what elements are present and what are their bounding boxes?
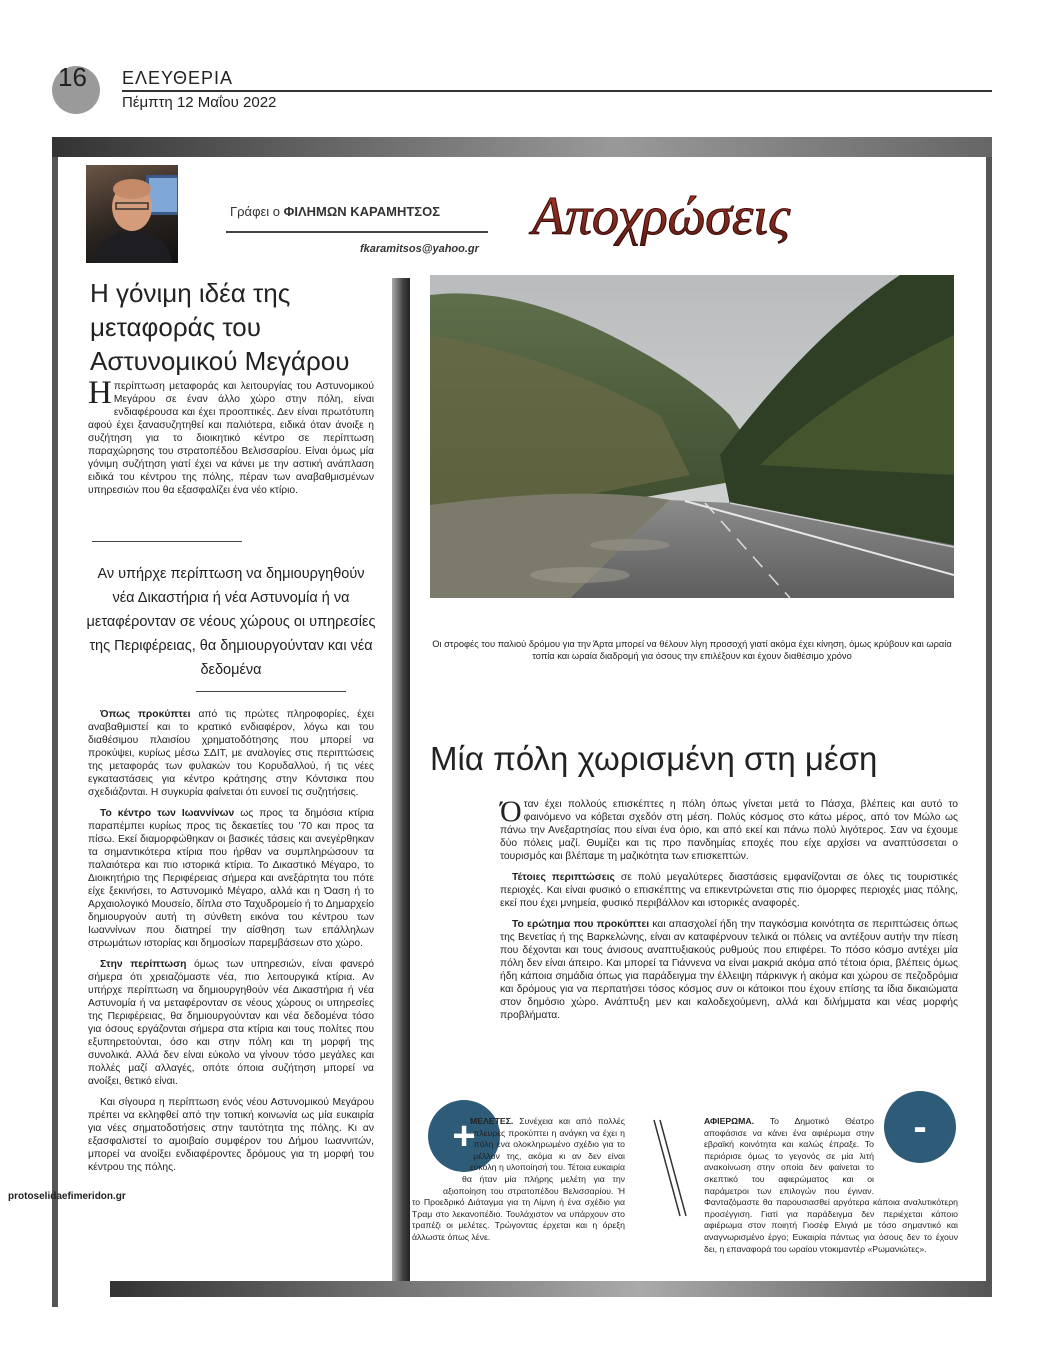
paragraph-text: σε πολύ μεγαλύτερες διαστάσεις εμφανίζονται σε όλες τις τουριστικές περιοχές. Και είναι φυσικό ο επισκέπτης να επικεντρώνεται στις πιο όμορφες περιοχές μιας πόλης, εκεί που έχει μνημεία, φυσικό περιβάλλον και ιστορικές αναφορές. <box>500 872 958 909</box>
article1-title <box>90 276 390 378</box>
paragraph-text: και απασχολεί ήδη την παγκόσμια κοινότητα σε περιπτώσεις όπως της Βενετίας ή της Βαρκελώνης, είναι αν καταφέρνουν τελικά οι πόλεις να αντέξουν αυτήν την πίεση που δέχονται και τους άνισους αναπτυξιακούς ρυθμούς που επιφέρει. Το πόσο κόσμο αντέχει μία πόλη δεν είναι άπειρο. Και μπορεί τα Γιάννενα να είναι μακριά ακόμα από τέτοια όρια, βλέπεις όμως ήδη κάποια σημάδια όπως για παράδειγμα την έλλειψη πάρκινγκ ή ακόμα και χώρου σε πεζοδρόμια και δρόμους για να περπατήσει τόσος κόσμος συν οι κάτοικοι που έχουν επίσης τα ίδια δικαιώματα στον δημόσιο χώρο. Ανάπτυξη μεν και καλοδεχούμενη, αλλά και διλήμματα και νέας μορφής προβλήματα. <box>500 919 958 1021</box>
minus-symbol: - <box>913 1104 927 1149</box>
article2-body <box>500 795 958 1030</box>
article1-title-line: μεταφοράς του <box>90 312 261 342</box>
watermark: protoselidaefimeridon.gr <box>8 1191 126 1202</box>
paragraph-lead: Στην περίπτωση <box>100 959 187 970</box>
article2-lead <box>500 795 958 863</box>
issue-date: Πέμπτη 12 Μαΐου 2022 <box>122 94 277 111</box>
author-photo <box>86 165 178 263</box>
logo-text: Αποχρώσεις <box>532 186 791 246</box>
header-rule <box>122 90 992 92</box>
frame-top-bar <box>52 137 992 157</box>
article2-title: Μία πόλη χωρισμένη στη μέση <box>430 740 878 777</box>
paragraph-text: από τις πρώτες πληροφορίες, έχει αναβαθμιστεί και το κρατικό ενδιαφέρον, λόγω και του διαθέσιμου πλαισίου χρηματοδότησης που μπορεί να προκύψει, κυρίως μέσω ΣΔΙΤ, με αναλογίες στις περιπτώσεις της μεταφοράς των φυλακών του Κορυδαλλού, ή τις νέες εγκαταστάσεις για κέντρο κράτησης στην Κόντσικα που σχεδιάζονται. Η συγκυρία φαίνεται ότι ευνοεί τις συζητήσεις. <box>88 709 374 798</box>
page-number: 16 <box>58 62 87 92</box>
frame-bottom-bar <box>110 1281 992 1297</box>
minus-box-label: ΑΦΙΕΡΩΜΑ. <box>704 1116 755 1126</box>
paragraph-lead: Όπως προκύπτει <box>100 709 191 720</box>
paragraph-text: ταν έχει πολλούς επισκέπτες η πόλη όπως γίνεται μετά το Πάσχα, βλέπεις και αυτό το φαινόμενο να κόβεται σχεδόν στη μέση. Πολύς κόσμος στο κάτω μέρος, από τον Μώλο ως πάνω την Ανεξαρτησίας που είναι ένα όριο, και από εκεί και πάνω πολύ λιγότερος. Σαν να έχουμε δύο πόλεις μαζί. Θυμίζει και τις προ πανδημίας εποχές που είχε αρχίσει να αναπτύσσεται ο τουρισμός και βλέπαμε τη μαζικότητα των επισκεπτών. <box>500 799 958 862</box>
byline-rule <box>226 231 488 233</box>
article2-paragraph <box>500 871 958 910</box>
box-divider-slash <box>650 1118 690 1218</box>
frame-right-bar <box>986 157 992 1287</box>
article1-lead-text: περίπτωση μεταφοράς και λειτουργίας του Αστυνομικού Μεγάρου σε έναν άλλο χώρο στην πόλη, είναι ενδιαφέρουσα και έχει προοπτικές. Δεν είναι πρωτότυπη αφού έχει ξανασυζητηθεί και παλιότερα, ειδικά όταν άνοιξε η συζήτηση για το διοικητικό κέντρο σε περίπτωση παραχώρησης του στρατοπέδου Βελισσαρίου. Είναι όμως μία γόνιμη συζήτηση γιατί έχει να κάνει με την αστική ανάπλαση ειδικά του κέντρου της πόλης, πέραν των αναβαθμισμένων υπηρεσιών που θα εξασφαλίζει ένα νέο κτίριο. <box>88 381 374 496</box>
minus-wrap-spacer <box>874 1116 958 1186</box>
newspaper-name: ΕΛΕΥΘΕΡΙΑ <box>122 68 234 88</box>
pullquote-rule-top <box>92 541 242 542</box>
article1-title-line: Αστυνομικού Μεγάρου <box>90 346 350 376</box>
plus-box-label: ΜΕΛΕΤΕΣ. <box>469 1116 514 1126</box>
road-photo <box>430 275 954 598</box>
plus-box-text <box>412 1116 625 1244</box>
article1-lead <box>88 375 374 497</box>
article2-dropcap: Ό <box>500 795 522 828</box>
byline-prefix: Γράφει ο <box>230 204 281 219</box>
paragraph-text: ως προς τα δημόσια κτίρια παραπέμπει κυρίως προς τις δεκαετίες του '70 και προς τα πίσω. Εκεί διαμορφώθηκαν οι βασικές τάσεις και ανεγέρθηκαν τα σημαντικότερα κτίρια που ήρθαν να συμπληρώσουν τα παλαιότερα και πιο ιστορικά κτίρια. Το Δικαστικό Μέγαρο, το Διοικητήριο της Περιφέρειας σήμερα και ανεξάρτητα του πότε είχε ξεκινήσει, το Αστυνομικό Μέγαρο, αλλά και η Όαση ή το Αρχαιολογικό Μουσείο, δίπλα στο Ταχυδρομείο ή το Δημαρχείο δημιουργούν αυτή τη σύνθετη εικόνα του κέντρου των Ιωαννίνων που διατηρεί την αίσθηση των επάλληλων στρωμάτων ιστορίας και δημοσίων παρεμβάσεων στο χώρο. <box>88 808 374 949</box>
paragraph-lead: Το κέντρο των Ιωαννίνων <box>100 808 235 819</box>
plus-symbol: + <box>452 1113 476 1158</box>
paragraph-text: όμως των υπηρεσιών, είναι φανερό σήμερα ότι χρειαζόμαστε νέα, πιο λειτουργικά κτίρια. Αν υπήρχε περίπτωση να δημιουργηθούν νέα Δικαστήρια ή νέα Αστυνομία ή να μεταφέρονταν σε νέους χώρους οι υπηρεσίες της Περιφέρειας, θα δημιουργούνταν και νέα δεδομένα τόσο για όσους εργάζονται σήμερα στα κτίρια και τους πολίτες που εξυπηρετούνται, όσο και στην πόλη και τη μορφή της συνολικά. Αλλά δεν είναι εύκολο να γίνουν τόσο μεγάλες και πολλές μαζί αλλαγές, οπότε όποια συζήτηση μπορεί να ανοίξει, θετικό είναι. <box>88 959 374 1087</box>
column-logo <box>520 168 910 268</box>
paragraph-lead: Το ερώτημα που προκύπτει <box>512 919 650 930</box>
column-divider <box>392 278 410 1281</box>
article1-paragraph <box>88 807 374 950</box>
article1-paragraph <box>88 1096 374 1174</box>
article1-body <box>88 708 374 1182</box>
article1-dropcap: Η <box>88 375 112 411</box>
pullquote-rule-bottom <box>196 691 346 692</box>
paragraph-lead: Τέτοιες περιπτώσεις <box>512 872 615 883</box>
minus-box-body: Το Δημοτικό Θέατρο αποφάσισε να κάνει ένα αφιέρωμα στην εβραϊκή κοινότητα και καλώς έπραξε. Το περιόρισε όμως το γεγονός σε μία λιτή ανακοίνωση στην οποία δεν φαίνεται το σκεπτικό του αφιερώματος και οι παράμετροι των επιλογών που έγιναν. Φανταζόμαστε θα παρουσιασθεί αργότερα κάποια αναλυτικότερη προσέγγιση. Γιατί για παράδειγμα δεν περιέχεται κάποιο αφιέρωμα στον ποιητή Γιοσέφ Ελιγιά με τόσο σημαντικό και αναγνωρισμένο έργο; Ευκαιρία πάντως για όσους δεν το έχουν δει, η επαναφορά του ωραίου ντοκιμαντέρ «Ρωμανιώτες». <box>704 1116 958 1254</box>
article1-paragraph <box>88 708 374 799</box>
photo-caption: Οι στροφές του παλιού δρόμου για την Άρτα μπορεί να θέλουν λίγη προσοχή γιατί ακόμα έχει κίνηση, όμως κρύβουν και ωραία τοπία και ωραία διαδρομή για όσους την επιλέξουν και έχουν διαθέσιμο χρόνο <box>432 639 952 661</box>
byline <box>230 204 440 219</box>
article1-title-line: Η γόνιμη ιδέα της <box>90 278 291 308</box>
article2-paragraph <box>500 918 958 1022</box>
article1-pullquote: Αν υπήρχε περίπτωση να δημιουργηθούν νέα Δικαστήρια ή νέα Αστυνομία ή να μεταφέρονταν σε νέους χώρους οι υπηρεσίες της Περιφέρειας, θα δημιουργούνταν και νέα δεδομένα <box>86 566 376 678</box>
minus-box-text <box>704 1116 958 1255</box>
plus-box-body: Συνέχεια και από πολλές πλευρές προκύπτει η ανάγκη να έχει η πόλη ένα ολοκληρωμένο σχέδιο για το μέλλον της, ακόμα κι αν δεν είναι εύκολη η υλοποίησή του. Τέτοια ευκαιρία θα ήταν μία πλήρης μελέτη για την αξιοποίηση του στρατοπέδου Βελισσαρίου. Ή το Προεδρικό Διάταγμα για τη Λίμνη ή ένα σχέδιο για Τραμ στο λεκανοπέδιο. Τουλάχιστον να υπάρχουν στο τραπέζι οι μελέτες. Τρώγοντας έρχεται και η όρεξη άλλωστε όπως λένε. <box>412 1116 625 1242</box>
paragraph-text: Και σίγουρα η περίπτωση ενός νέου Αστυνομικού Μεγάρου πρέπει να εκληφθεί από την τοπική κοινωνία ως μία ευκαιρία για νέες σηματοδοτήσεις στην ταυτότητα της πόλης. Κι αν εξασφαλιστεί το αμοιβαίο συμφέρον του Δήμου Ιωαννιτών, μπορεί να ανοίξει ενδιαφέροντες δρόμους για τη μορφή του κέντρου της πόλης. <box>88 1097 374 1173</box>
author-name: ΦΙΛΗΜΩΝ ΚΑΡΑΜΗΤΣΟΣ <box>283 204 440 219</box>
frame-left-bar <box>52 157 58 1307</box>
author-email[interactable]: fkaramitsos@yahoo.gr <box>360 243 479 255</box>
article1-paragraph <box>88 958 374 1088</box>
